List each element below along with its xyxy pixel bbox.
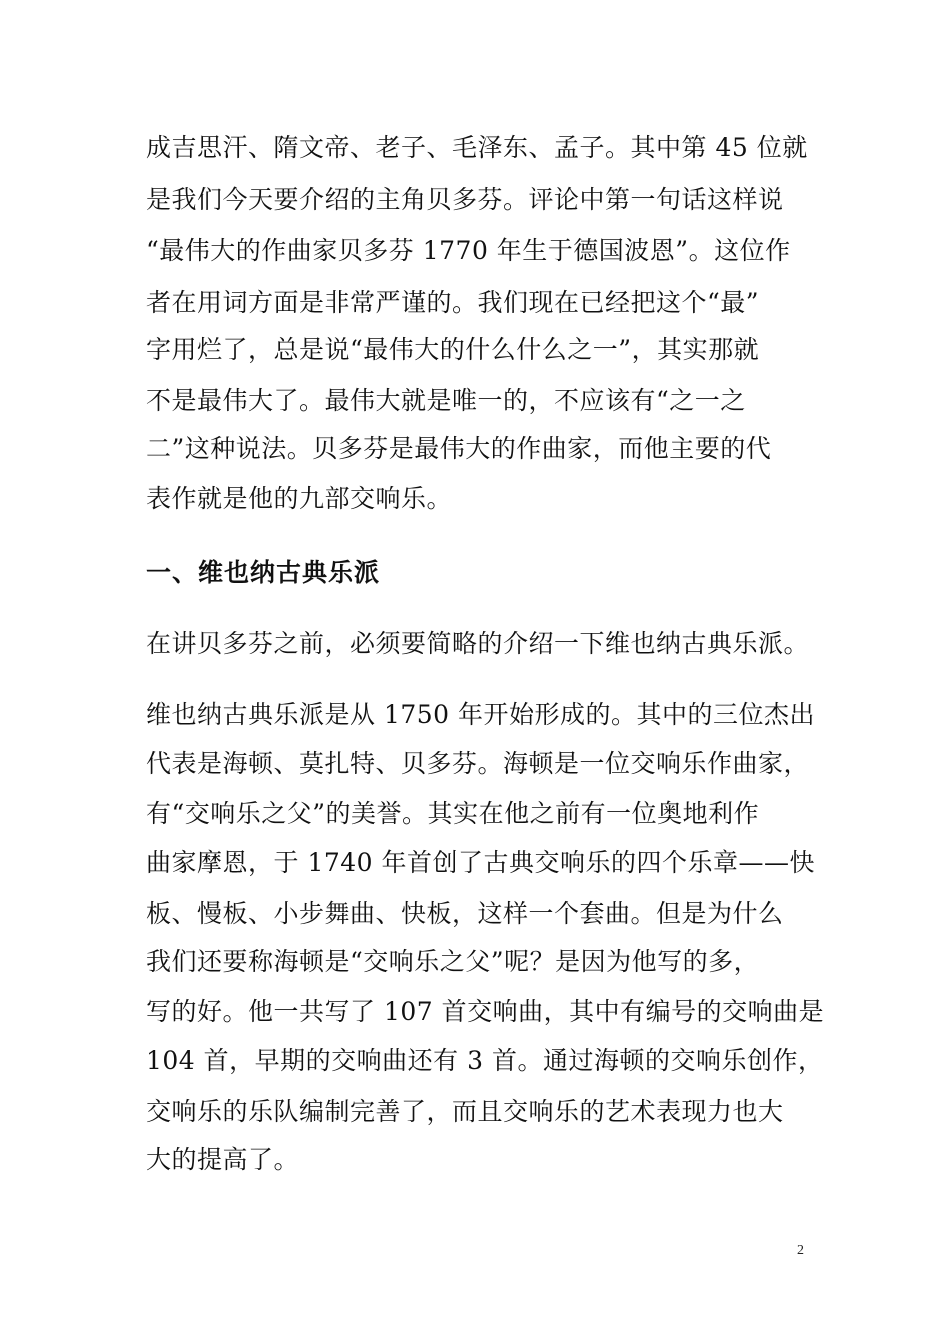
paragraph-3-line-1: 维也纳古典乐派是从 1750 年开始形成的。其中的三位杰出 (146, 700, 816, 729)
paragraph-3-line-7: 写的好。他一共写了 107 首交响曲，其中有编号的交响曲是 (146, 997, 825, 1026)
paragraph-3-line-2: 代表是海顿、莫扎特、贝多芬。海顿是一位交响乐作曲家， (146, 749, 810, 778)
paragraph-3-line-8: 104 首，早期的交响曲还有 3 首。通过海顿的交响乐创作， (146, 1046, 824, 1075)
page-number: 2 (797, 1243, 804, 1258)
paragraph-1-line-4: 者在用词方面是非常严谨的。我们现在已经把这个“最” (146, 288, 760, 317)
paragraph-3-line-3: 有“交响乐之父”的美誉。其实在他之前有一位奥地利作 (146, 799, 760, 828)
paragraph-3-line-10: 大的提高了。 (146, 1145, 300, 1174)
paragraph-1-line-7: 二”这种说法。贝多芬是最伟大的作曲家，而他主要的代 (146, 434, 772, 463)
paragraph-3-line-4: 曲家摩恩，于 1740 年首创了古典交响乐的四个乐章——快 (146, 848, 816, 877)
paragraph-1-line-6: 不是最伟大了。最伟大就是唯一的，不应该有“之一之 (146, 386, 746, 415)
paragraph-3-line-9: 交响乐的乐队编制完善了，而且交响乐的艺术表现力也大 (146, 1097, 784, 1126)
paragraph-3-line-5: 板、慢板、小步舞曲、快板，这样一个套曲。但是为什么 (146, 899, 784, 928)
paragraph-3-line-6: 我们还要称海顿是“交响乐之父”呢？是因为他写的多， (146, 947, 760, 976)
paragraph-1-line-5: 字用烂了，总是说“最伟大的什么什么之一”，其实那就 (146, 335, 760, 364)
paragraph-1-line-2: 是我们今天要介绍的主角贝多芬。评论中第一句话这样说 (146, 185, 784, 214)
paragraph-1-line-3: “最伟大的作曲家贝多芬 1770 年生于德国波恩”。这位作 (146, 236, 791, 265)
paragraph-1-line-8: 表作就是他的九部交响乐。 (146, 484, 453, 513)
section-heading: 一、维也纳古典乐派 (146, 558, 381, 587)
paragraph-2-line-1: 在讲贝多芬之前，必须要简略的介绍一下维也纳古典乐派。 (146, 629, 810, 658)
paragraph-1-line-1: 成吉思汗、隋文帝、老子、毛泽东、孟子。其中第 45 位就 (146, 133, 808, 162)
